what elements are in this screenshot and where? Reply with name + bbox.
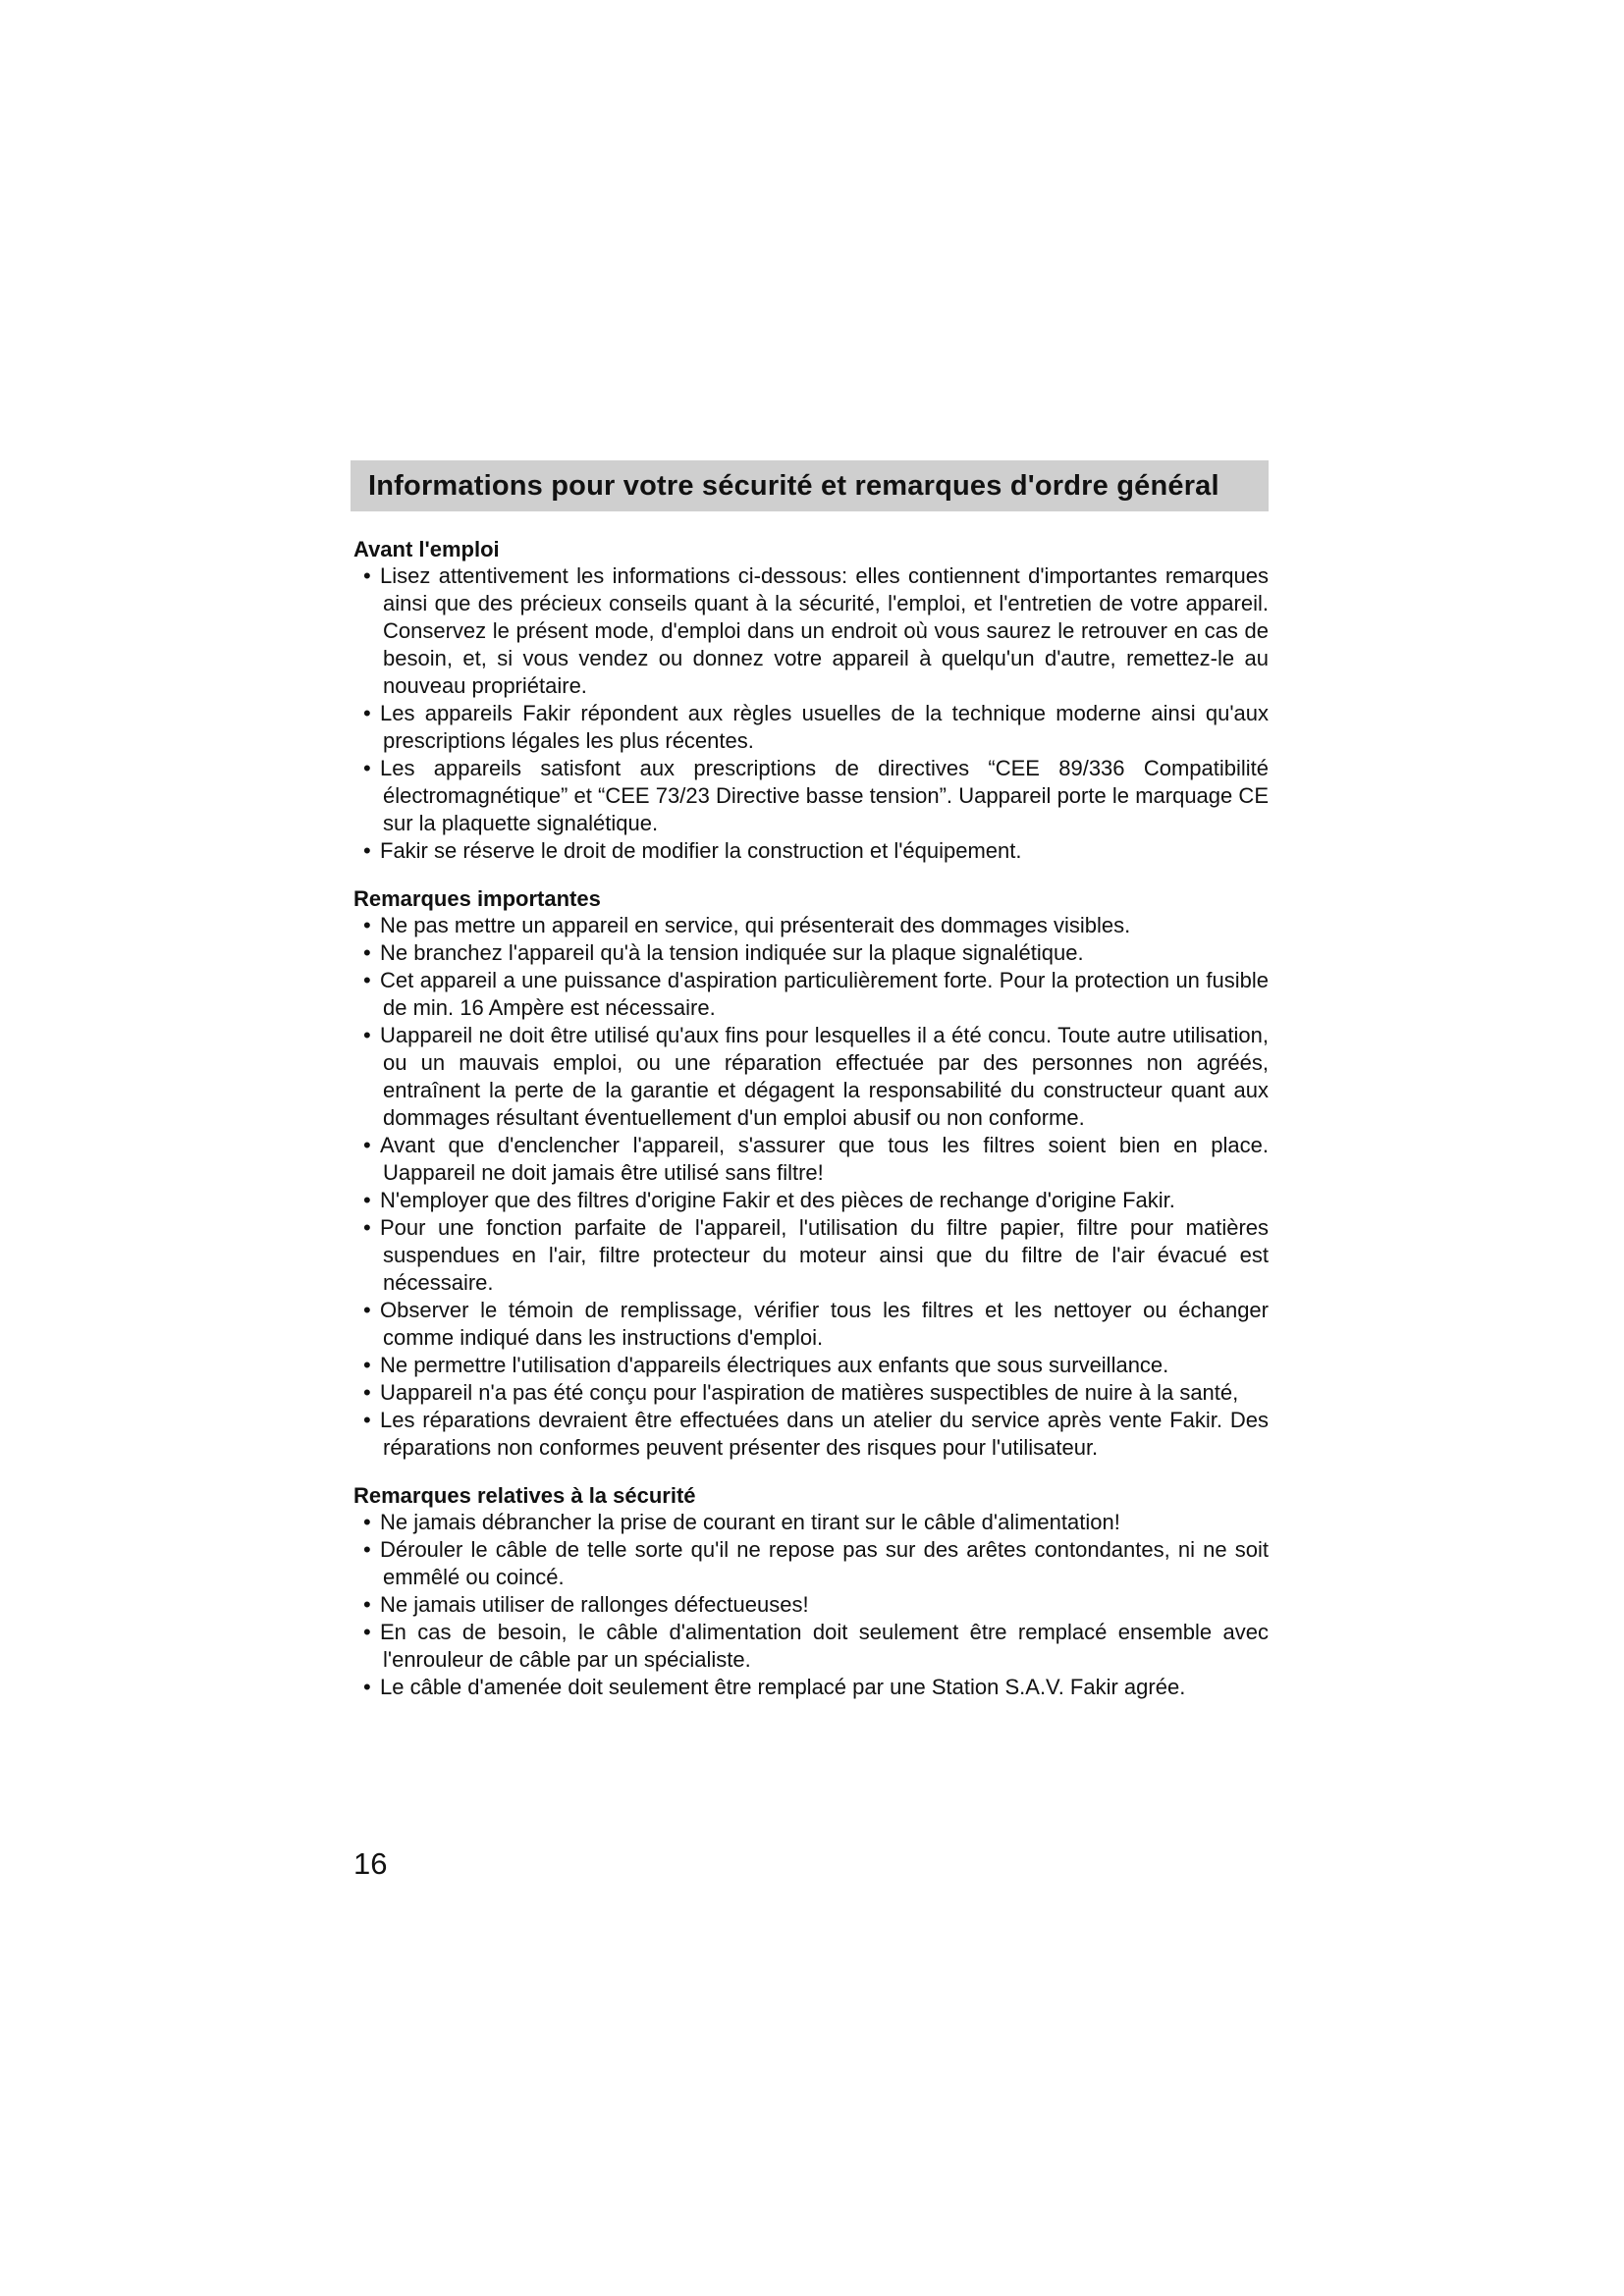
- list-item-text: N'employer que des filtres d'origine Fakir et des pièces de rechange d'origine Fakir.: [380, 1188, 1175, 1212]
- list-item-text: Avant que d'enclencher l'appareil, s'assurer que tous les filtres soient bien en place. Uappareil ne doit jamais être utilisé sans filtre!: [380, 1133, 1269, 1185]
- bullet-icon: •: [363, 1353, 371, 1377]
- list-item-text: Observer le témoin de remplissage, vérifier tous les filtres et les nettoyer ou échanger comme indiqué dans les instructions d'emploi.: [380, 1298, 1269, 1350]
- list-item: [351, 1214, 1269, 1297]
- bullet-icon: •: [363, 563, 371, 588]
- list-item-text: Uappareil n'a pas été conçu pour l'aspiration de matières suspectibles de nuire à la santé,: [380, 1380, 1239, 1405]
- list-item-text: Uappareil ne doit être utilisé qu'aux fins pour lesquelles il a été concu. Toute autre utilisation, ou un mauvais emploi, ou une réparation effectuée par des personnes non agréés, entraînent la perte de la garantie et dégagent la responsabilité du constructeur quant aux dommages résultant éventuellement d'un emploi abusif ou non conforme.: [380, 1023, 1269, 1130]
- list-item-text: Le câble d'amenée doit seulement être remplacé par une Station S.A.V. Fakir agrée.: [380, 1675, 1186, 1699]
- list-item: [351, 1619, 1269, 1674]
- section-heading-avant-emploi: Avant l'emploi: [353, 537, 500, 561]
- document-page: [351, 460, 1269, 1701]
- list-item-text: Lisez attentivement les informations ci-dessous: elles contiennent d'importantes remarques ainsi que des précieux conseils quant à la sécurité, l'emploi, et l'entretien de votre appareil. Conservez le présent mode, d'emploi dans un endroit où vous saurez le retrouver en cas de besoin, et, si vous vendez ou donnez votre appareil à quelqu'un d'autre, remettez-le au nouveau propriétaire.: [380, 563, 1269, 698]
- list-item-text: Cet appareil a une puissance d'aspiration particulièrement forte. Pour la protection un fusible de min. 16 Ampère est nécessaire.: [380, 968, 1269, 1020]
- bullet-icon: •: [363, 940, 371, 965]
- list-item-text: Ne jamais utiliser de rallonges défectueuses!: [380, 1592, 809, 1617]
- list-item-text: Ne permettre l'utilisation d'appareils électriques aux enfants que sous surveillance.: [380, 1353, 1169, 1377]
- list-item: [351, 912, 1269, 939]
- list-item-text: Fakir se réserve le droit de modifier la construction et l'équipement.: [380, 838, 1022, 863]
- list-item: [351, 1352, 1269, 1379]
- page-number: 16: [353, 1846, 388, 1881]
- list-item: [351, 562, 1269, 700]
- title-banner: [351, 460, 1269, 511]
- bullet-list-avant-emploi: [351, 562, 1269, 865]
- list-item: [351, 1407, 1269, 1462]
- page-title: Informations pour votre sécurité et remarques d'ordre général: [368, 469, 1219, 502]
- bullet-icon: •: [363, 1215, 371, 1240]
- list-item-text: Les réparations devraient être effectuées dans un atelier du service après vente Fakir. Des réparations non conformes peuvent présenter des risques pour l'utilisateur.: [380, 1408, 1269, 1460]
- list-item: [351, 755, 1269, 837]
- bullet-icon: •: [363, 913, 371, 937]
- list-item-text: En cas de besoin, le câble d'alimentation doit seulement être remplacé ensemble avec l'enrouleur de câble par un spécialiste.: [380, 1620, 1269, 1672]
- list-item-text: Dérouler le câble de telle sorte qu'il ne repose pas sur des arêtes contondantes, ni ne soit emmêlé ou coincé.: [380, 1537, 1269, 1589]
- list-item-text: Les appareils Fakir répondent aux règles usuelles de la technique moderne ainsi qu'aux prescriptions légales les plus récentes.: [380, 701, 1269, 753]
- list-item: [351, 1591, 1269, 1619]
- section-heading-remarques-securite: Remarques relatives à la sécurité: [353, 1483, 696, 1508]
- bullet-icon: •: [363, 968, 371, 992]
- bullet-icon: •: [363, 1133, 371, 1157]
- bullet-icon: •: [363, 756, 371, 780]
- section-heading-remarques-importantes: Remarques importantes: [353, 886, 601, 911]
- bullet-list-remarques-importantes: [351, 912, 1269, 1462]
- list-item: [351, 1674, 1269, 1701]
- list-item: [351, 1022, 1269, 1132]
- list-item: [351, 939, 1269, 967]
- bullet-icon: •: [363, 1380, 371, 1405]
- bullet-icon: •: [363, 1592, 371, 1617]
- bullet-icon: •: [363, 1675, 371, 1699]
- list-item: [351, 700, 1269, 755]
- list-item: [351, 1187, 1269, 1214]
- bullet-icon: •: [363, 1298, 371, 1322]
- list-item: [351, 967, 1269, 1022]
- bullet-icon: •: [363, 701, 371, 725]
- list-item-text: Les appareils satisfont aux prescriptions de directives “CEE 89/336 Compatibilité électromagnétique” et “CEE 73/23 Directive basse tension”. Uappareil porte le marquage CE sur la plaquette signalétique.: [380, 756, 1269, 835]
- bullet-icon: •: [363, 1023, 371, 1047]
- list-item-text: Ne branchez l'appareil qu'à la tension indiquée sur la plaque signalétique.: [380, 940, 1084, 965]
- list-item-text: Pour une fonction parfaite de l'appareil, l'utilisation du filtre papier, filtre pour matières suspendues en l'air, filtre protecteur du moteur ainsi que du filtre de l'air évacué est nécessaire.: [380, 1215, 1269, 1295]
- list-item-text: Ne jamais débrancher la prise de courant en tirant sur le câble d'alimentation!: [380, 1510, 1120, 1534]
- list-item: [351, 837, 1269, 865]
- list-item: [351, 1379, 1269, 1407]
- bullet-icon: •: [363, 1188, 371, 1212]
- bullet-icon: •: [363, 1537, 371, 1562]
- list-item: [351, 1297, 1269, 1352]
- bullet-icon: •: [363, 838, 371, 863]
- list-item: [351, 1509, 1269, 1536]
- bullet-list-remarques-securite: [351, 1509, 1269, 1701]
- bullet-icon: •: [363, 1510, 371, 1534]
- list-item: [351, 1132, 1269, 1187]
- list-item-text: Ne pas mettre un appareil en service, qui présenterait des dommages visibles.: [380, 913, 1131, 937]
- bullet-icon: •: [363, 1620, 371, 1644]
- list-item: [351, 1536, 1269, 1591]
- bullet-icon: •: [363, 1408, 371, 1432]
